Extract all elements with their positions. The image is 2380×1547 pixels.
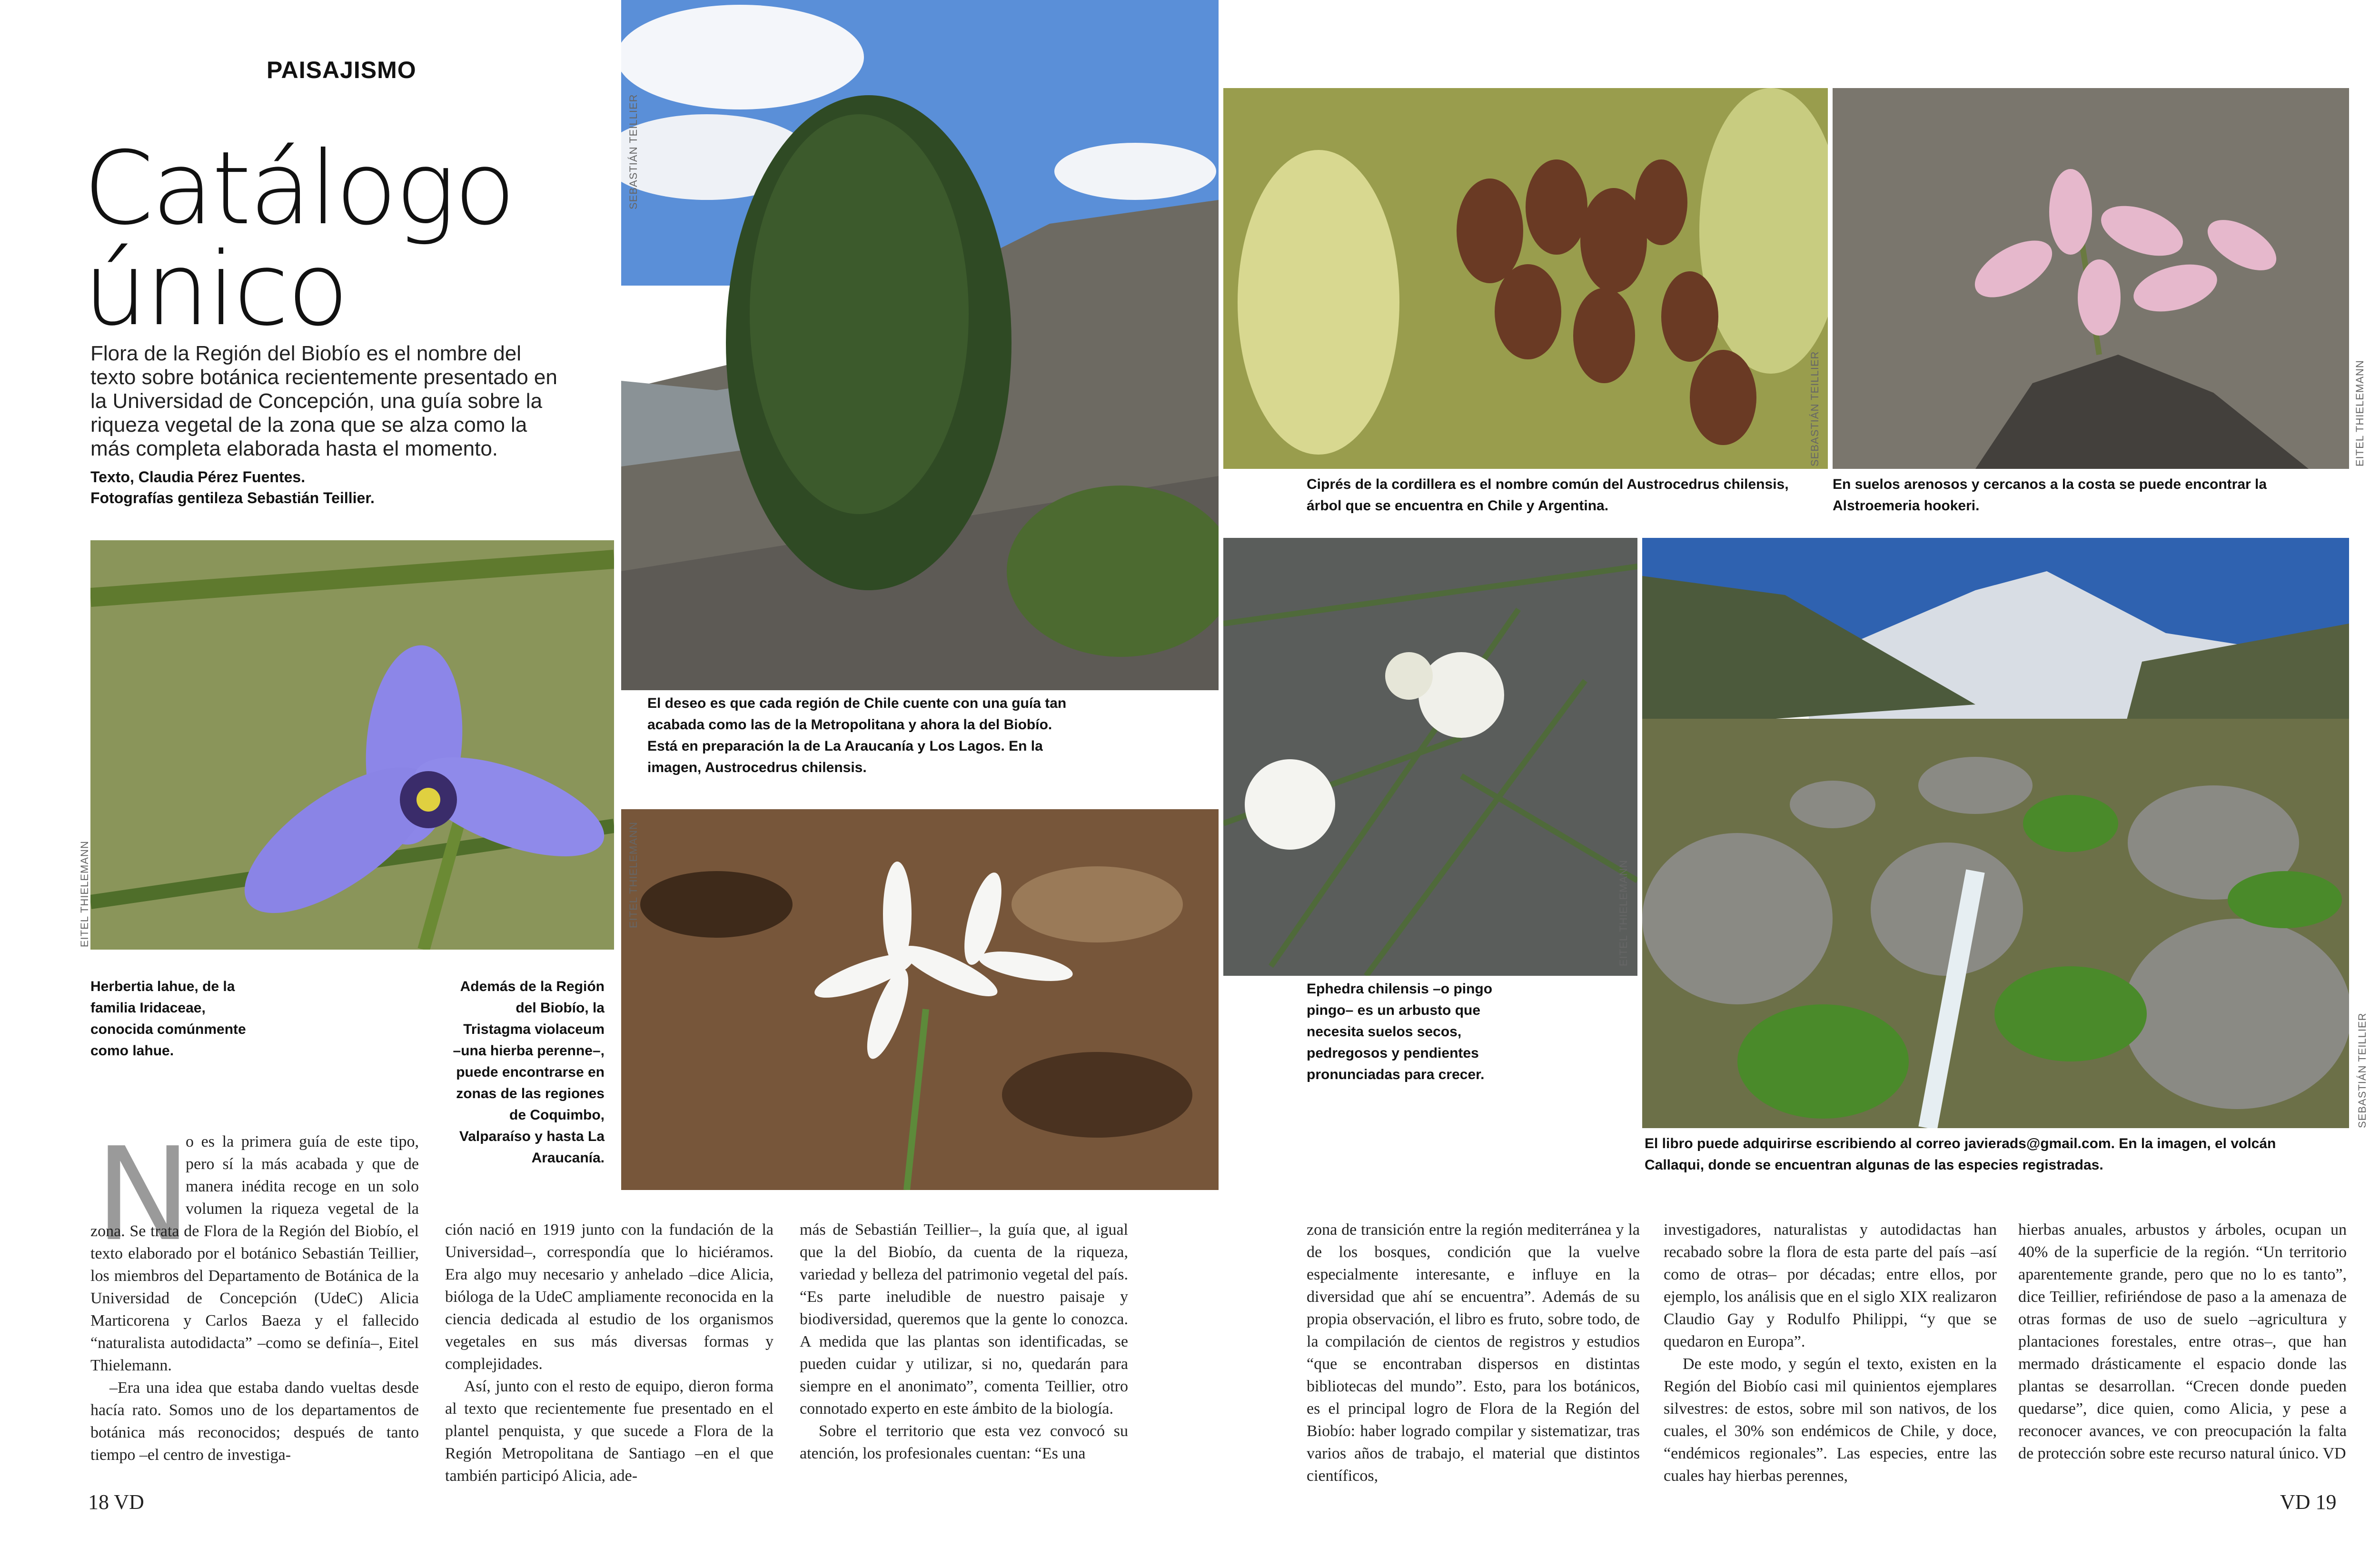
title-line-2: único [83, 230, 347, 348]
credits [90, 466, 375, 508]
body-column-5 [1664, 1219, 1997, 1487]
photo-credit-alstroemeria: EITEL THIELEMANN [2354, 360, 2366, 466]
photo-credit-ephedra: EITEL THIELEMANN [1617, 860, 1629, 966]
caption-austrocedrus: El deseo es que cada región de Chile cuente con una guía tan acabada como las de la Metropolitana y ahora la del Biobío. Está en preparación la de La Araucanía y Los Lagos. En la imagen, Austrocedrus chilensis. [647, 695, 1067, 775]
caption-alstroemeria: En suelos arenosos y cercanos a la costa se puede encontrar la Alstroemeria hookeri. [1833, 476, 2267, 514]
body-column-3 [800, 1219, 1128, 1465]
section-label: PAISAJISMO [267, 57, 416, 83]
dropcap: N [95, 1120, 191, 1269]
lead-paragraph: Flora de la Región del Biobío es el nombre del texto sobre botánica recientemente presentado en la Universidad de Concepción, una guía sobre la riqueza vegetal de la zona que se alza como la más completa elaborada hasta el momento. [90, 342, 557, 460]
title-line-1: Catálogo [83, 129, 514, 247]
body-c1-p1: o es la primera guía de este tipo, pero sí la más acabada y que de manera inédita recoge en un solo volumen la riqueza vegetal de la zona. Se trata de Flora de la Región del Biobío, el texto elaborado por el botánico Sebastián Teillier, los miembros del Departamento de Botánica de la Universidad de Concepción (UdeC) Alicia Marticorena y Carlos Baeza y el fallecido “naturalista autodidacta” –como se definía–, Eitel Thielemann. [90, 1133, 419, 1374]
photo-cones [1223, 88, 1828, 469]
body-c6-p1: hierbas anuales, arbustos y árboles, ocupan un 40% de la superficie de la región. “Un territorio aparentemente grande, pero que no lo es tanto”, dice Teillier, refiriéndose de paso a la amenaza de otras formas de uso de suelo –agricultura y plantaciones forestales, entre otras–, que han mermado drásticamente el espacio donde las plantas se desarrollan. “Crecen donde pueden quedarse”, dice quien, como Alicia, y pese a reconocer avances, ve con preocupación la falta de protección sobre este recurso natural único. VD [2018, 1221, 2347, 1462]
body-c2-p2: Así, junto con el resto de equipo, dieron forma al texto que recientemente fue presentado en el plantel penquista, y que sucede a Flora de la Región Metropolitana de Santiago –en el que también participó Alicia, ade- [445, 1378, 774, 1485]
photo-credit-herbertia: EITEL THIELEMANN [79, 841, 90, 947]
photo-credit-tristagma: EITEL THIELEMANN [627, 822, 639, 928]
caption-herbertia: Herbertia lahue, de la familia Iridaceae, conocida comúnmente como lahue. [90, 979, 246, 1059]
body-c3-p2: Sobre el territorio que esta vez convocó su atención, los profesionales cuentan: “Es una [800, 1422, 1128, 1462]
photo-herbertia [90, 540, 614, 950]
photo-credit-cones: SEBASTIÁN TEILLIER [1809, 351, 1821, 466]
body-c2-p1: ción nació en 1919 junto con la fundación de la Universidad–, correspondía que lo hiciéramos. Era algo muy necesario y anhelado –dice Alicia, bióloga de la UdeC ampliamente reconocida en la ciencia dedicada al estudio de los organismos vegetales en sus más diversas formas y complejidades. [445, 1221, 774, 1373]
photo-credit-austrocedrus: SEBASTIÁN TEILLIER [627, 94, 639, 209]
body-column-4 [1307, 1219, 1640, 1487]
folio-right: VD 19 [2280, 1490, 2337, 1514]
body-c4-p1: zona de transición entre la región mediterránea y la de los bosques, condición que la vuelve especialmente interesante, e influye en la diversidad que ahí se encuentra”. Además de su propia observación, el libro es fruto, sobre todo, de la compilación de cientos de registros y estudios “que se encontraban dispersos en distintas bibliotecas del mundo”. Esto, para los botánicos, es el principal logro de Flora de la Región del Biobío: haber logrado compilar y sistematizar, tras varios años de trabajo, el material que distintos científicos, [1307, 1221, 1640, 1485]
body-c5-p2: De este modo, y según el texto, existen en la Región del Biobío casi mil quinientos ejemplares silvestres: de estos, sobre mil son nativos, de los cuales, el 30% son endémicos de Chile, y doce, “endémicos regionales”. Las especies, entre las cuales hay hierbas perennes, [1664, 1355, 1997, 1485]
folio-left: 18 VD [88, 1490, 144, 1514]
body-column-6 [2018, 1219, 2347, 1465]
body-c5-p1: investigadores, naturalistas y autodidactas han recabado sobre la flora de esta parte del país –así como de otras– por décadas; entre ellos, por ejemplo, los análisis que en el siglo XIX realizaron Claudio Gay y Rodulfo Philippi, “y que se quedaron en Europa”. [1664, 1221, 1997, 1350]
photo-tristagma [621, 809, 1219, 1190]
body-c1-p2: –Era una idea que estaba dando vueltas desde hacía rato. Somos uno de los departamentos de botánica más reconocidos; después de tanto tiempo –el centro de investiga- [90, 1379, 419, 1464]
body-c3-p1: más de Sebastián Teillier–, la guía que, al igual que la del Biobío, da cuenta de la riqueza, variedad y belleza del patrimonio vegetal del país. “Es parte ineludible de nuestro paisaje y biodiversidad, queremos que la gente lo conozca. A medida que las plantas son identificadas, se pueden cuidar y utilizar, si no, quedarán para siempre en el anonimato”, comenta Teillier, otro connotado experto en este ámbito de la biología. [800, 1221, 1128, 1418]
photo-austrocedrus [621, 0, 1219, 690]
caption-ephedra: Ephedra chilensis –o pingo pingo– es un arbusto que necesita suelos secos, pedregosos y pendientes pronunciadas para crecer. [1307, 981, 1493, 1082]
article-title [83, 129, 514, 348]
photo-volcano [1642, 538, 2349, 1128]
body-column-2 [445, 1219, 774, 1487]
body-column-1 [90, 1120, 419, 1466]
caption-tristagma: Además de la Región del Biobío, la Tristagma violaceum –una hierba perenne–, puede encontrarse en zonas de las regiones de Coquimbo, Valparaíso y hasta La Araucanía. [453, 979, 605, 1166]
credit-photos: Fotografías gentileza Sebastián Teillier. [90, 489, 375, 506]
photo-credit-volcano: SEBASTIÁN TEILLIER [2356, 1012, 2368, 1128]
photo-alstroemeria [1833, 88, 2349, 469]
caption-cones: Ciprés de la cordillera es el nombre común del Austrocedrus chilensis, árbol que se encuentra en Chile y Argentina. [1307, 476, 1789, 514]
photo-ephedra [1223, 538, 1637, 976]
credit-text: Texto, Claudia Pérez Fuentes. [90, 468, 306, 486]
caption-volcano: El libro puede adquirirse escribiendo al correo javierads@gmail.com. En la imagen, el volcán Callaqui, donde se encuentran algunas de las especies registradas. [1645, 1136, 2276, 1173]
